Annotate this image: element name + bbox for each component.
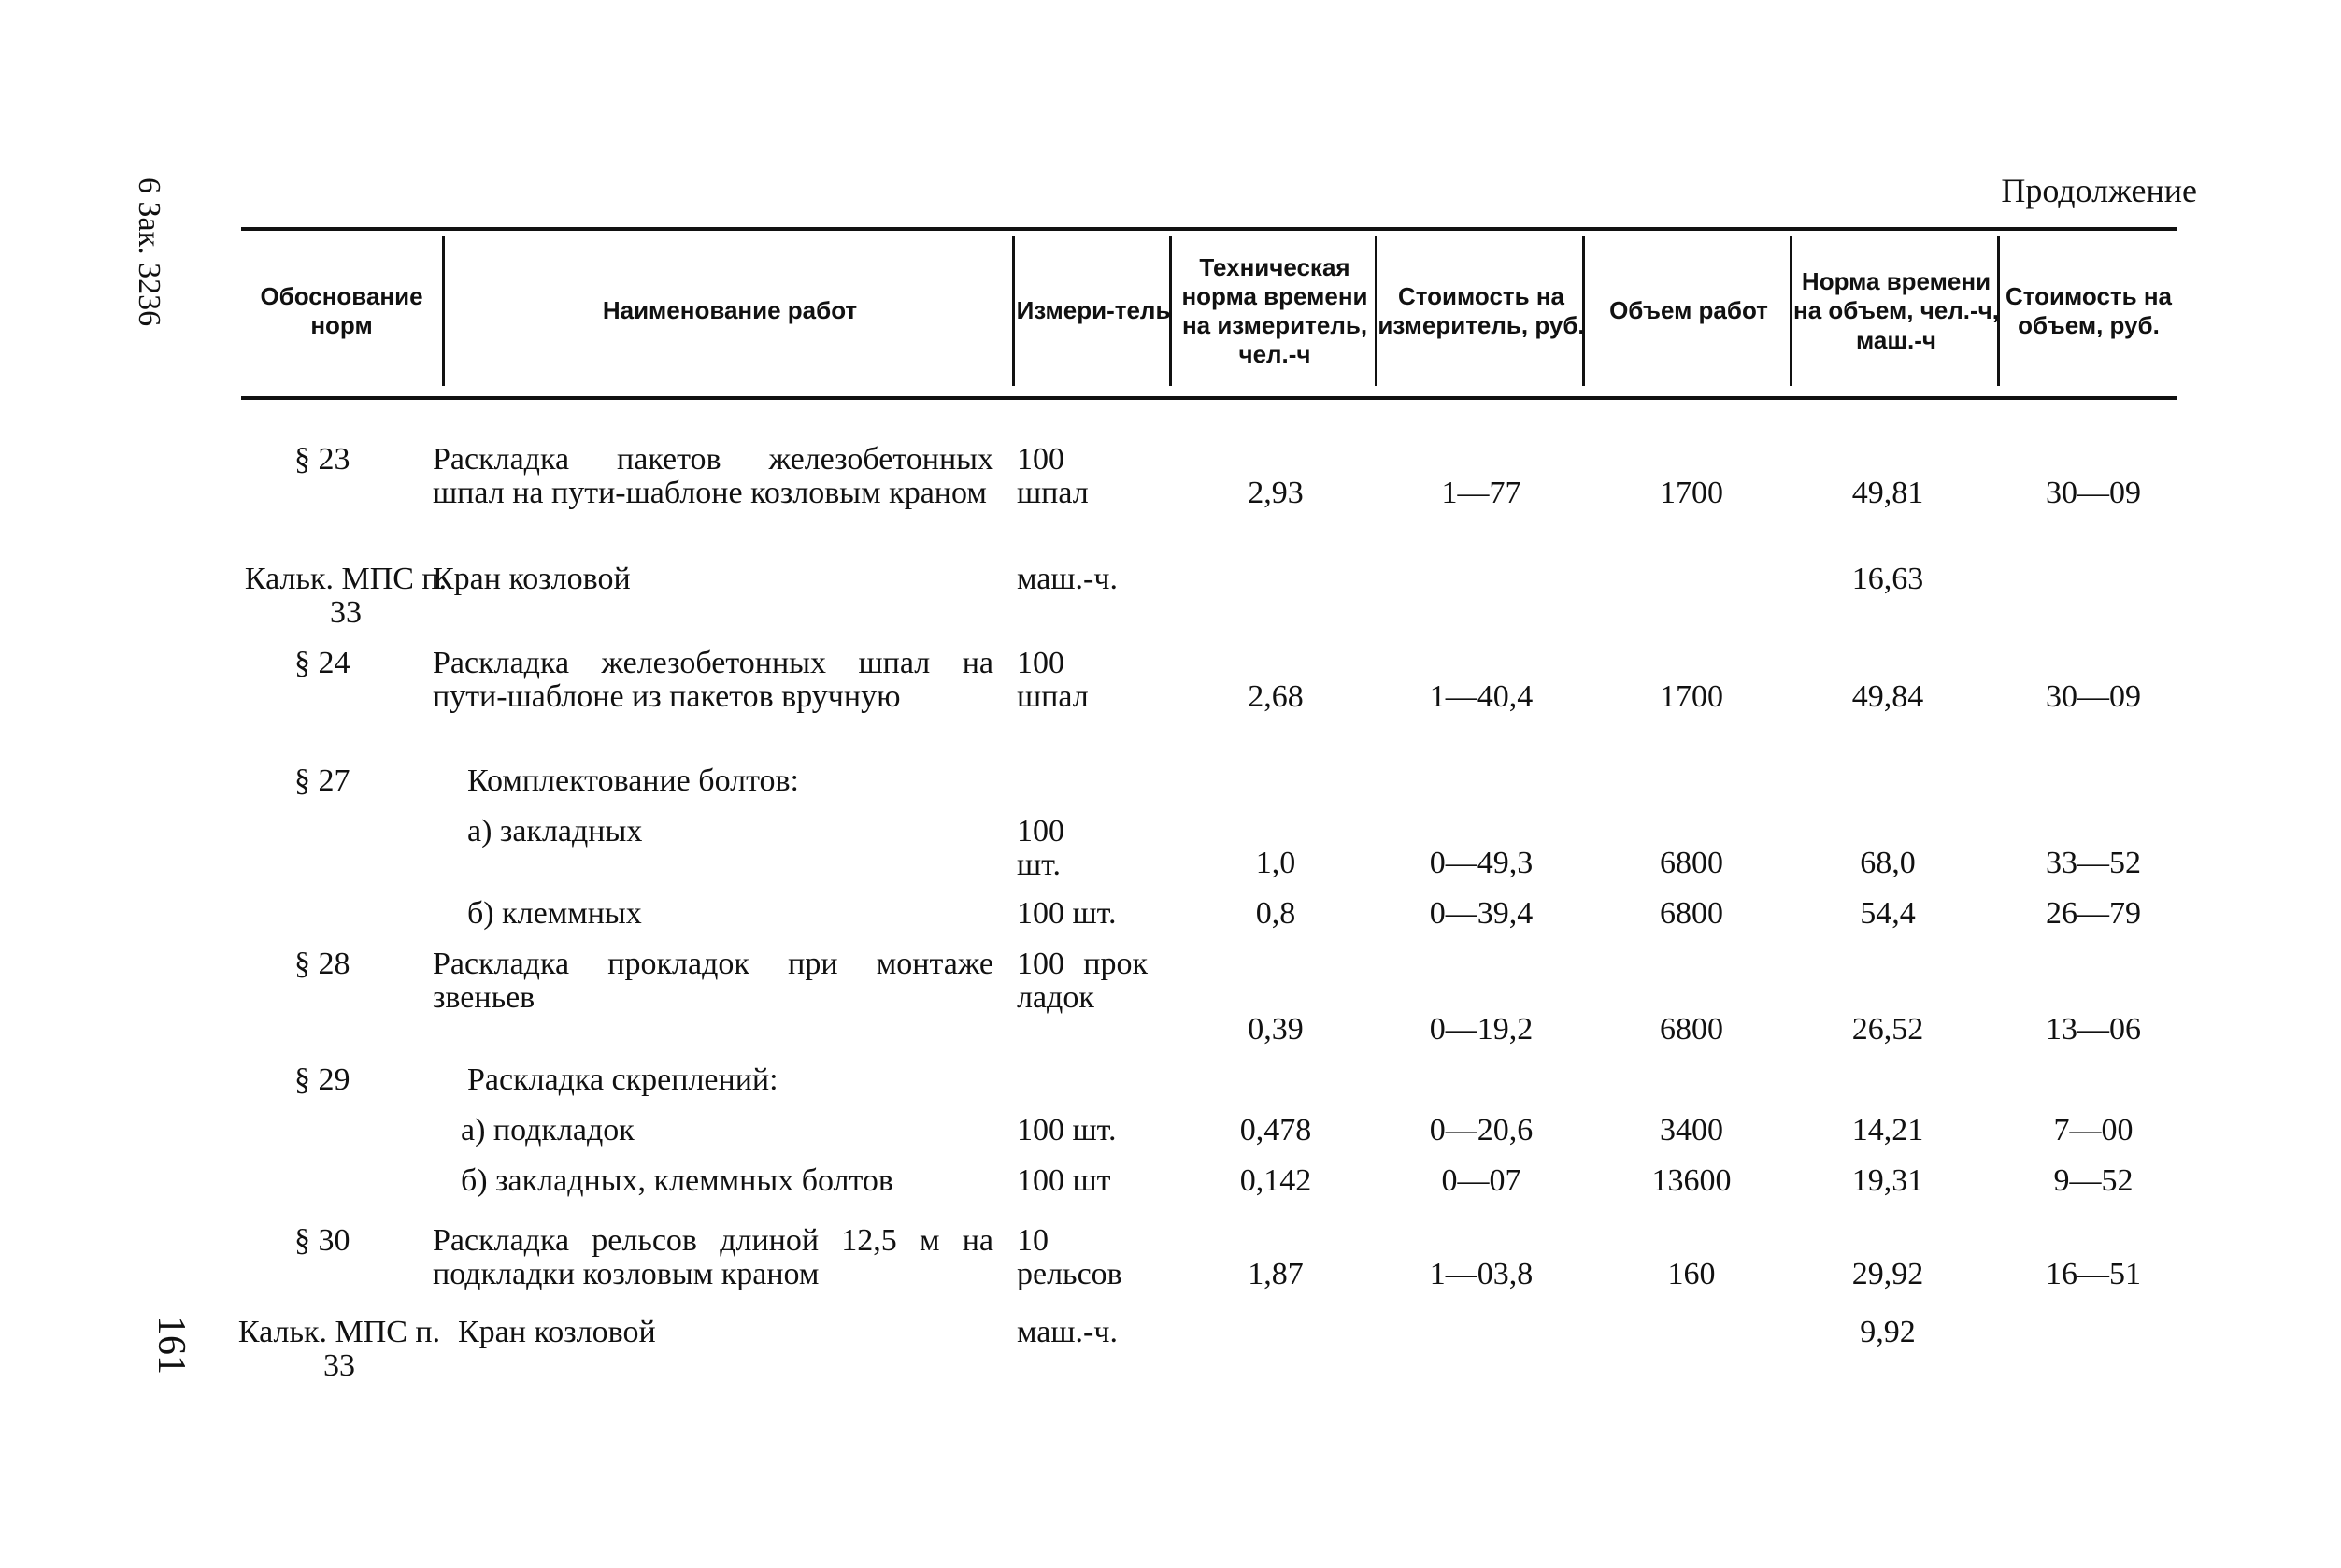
row-volume: 1700 [1660, 476, 1723, 510]
row-cost-per-meter: 0—20,6 [1429, 1113, 1534, 1147]
row-tech-norm: 2,68 [1248, 679, 1304, 714]
row-meter: 100 шт. [1017, 814, 1064, 882]
row-meter: 100 шпал [1017, 646, 1089, 714]
row-cost: 7—00 [2053, 1113, 2134, 1147]
row-cost: 30—09 [2046, 679, 2141, 714]
row-work-name: Раскладка прокладок при монтаже звеньев [433, 947, 993, 1015]
row-basis: § 28 [294, 947, 350, 981]
header-cost-volume: Стоимость на объем, руб. [1997, 236, 2177, 386]
row-tech-norm: 0,39 [1248, 1012, 1304, 1047]
row-volume: 6800 [1660, 896, 1723, 931]
row-volume: 13600 [1651, 1163, 1732, 1198]
row-time-norm: 26,52 [1851, 1012, 1924, 1047]
row-cost-per-meter: 0—07 [1441, 1163, 1521, 1198]
row-basis: § 30 [294, 1223, 350, 1258]
row-work-name: Раскладка рельсов длиной 12,5 м на подкладки козловым краном [433, 1223, 993, 1291]
row-cost: 13—06 [2046, 1012, 2141, 1047]
page-number: 161 [150, 1316, 193, 1375]
row-meter: 100 прокладок [1017, 947, 1148, 1015]
row-time-norm: 68,0 [1860, 846, 1916, 880]
row-volume: 6800 [1660, 1012, 1723, 1047]
row-cost-per-meter: 0—19,2 [1429, 1012, 1534, 1047]
row-basis: § 24 [294, 646, 350, 680]
row-time-norm: 14,21 [1851, 1113, 1924, 1147]
row-work-name: Кран козловой [458, 1315, 656, 1349]
row-basis: § 23 [294, 442, 350, 477]
row-work-name: а) закладных [467, 814, 643, 848]
header-work-name: Наименование работ [442, 236, 1015, 386]
row-cost: 9—52 [2053, 1163, 2134, 1198]
margin-note: 6 Зак. 3236 [132, 178, 166, 327]
row-work-name: б) закладных, клеммных болтов [461, 1163, 893, 1198]
row-volume: 3400 [1660, 1113, 1723, 1147]
row-basis: Кальк. МПС п. 33 [237, 1315, 441, 1383]
row-basis: § 27 [294, 763, 350, 798]
row-cost: 30—09 [2046, 476, 2141, 510]
row-cost-per-meter: 1—40,4 [1429, 679, 1534, 714]
row-volume: 6800 [1660, 846, 1723, 880]
row-time-norm: 16,63 [1851, 562, 1924, 596]
row-cost-per-meter: 1—03,8 [1429, 1257, 1534, 1291]
row-tech-norm: 1,87 [1248, 1257, 1304, 1291]
row-tech-norm: 0,142 [1239, 1163, 1312, 1198]
row-volume: 1700 [1660, 679, 1723, 714]
header-basis: Обоснование норм [260, 281, 423, 339]
row-volume: 160 [1667, 1257, 1716, 1291]
row-meter: 100 шт. [1017, 1113, 1117, 1147]
row-time-norm: 9,92 [1860, 1315, 1916, 1349]
header-tech-norm: Техническая норма времени на измеритель, чел.-ч [1169, 236, 1377, 386]
row-cost-per-meter: 1—77 [1441, 476, 1521, 510]
row-cost-per-meter: 0—39,4 [1429, 896, 1534, 931]
row-cost: 26—79 [2046, 896, 2141, 931]
row-time-norm: 49,84 [1851, 679, 1924, 714]
header-meter: Измери-тель [1012, 236, 1172, 386]
row-work-name: б) клеммных [467, 896, 642, 931]
continued-label: Продолжение [2001, 172, 2197, 209]
row-work-name: а) подкладок [461, 1113, 635, 1147]
row-time-norm: 49,81 [1851, 476, 1924, 510]
row-meter: 100 шт. [1017, 896, 1117, 931]
row-tech-norm: 2,93 [1248, 476, 1304, 510]
row-meter: 100 шпал [1017, 442, 1089, 510]
row-meter: 10 рельсов [1017, 1223, 1122, 1291]
header-volume: Объем работ [1582, 236, 1792, 386]
row-tech-norm: 0,8 [1255, 896, 1296, 931]
row-time-norm: 29,92 [1851, 1257, 1924, 1291]
row-tech-norm: 1,0 [1255, 846, 1296, 880]
row-work-name: Раскладка пакетов железобетонных шпал на пути-шаблоне козловым краном [433, 442, 993, 510]
row-cost: 16—51 [2046, 1257, 2141, 1291]
row-basis: Кальк. МПС п. 33 [244, 562, 448, 630]
row-meter: маш.-ч. [1017, 1315, 1118, 1349]
row-cost: 33—52 [2046, 846, 2141, 880]
row-time-norm: 19,31 [1851, 1163, 1924, 1198]
row-basis: § 29 [294, 1062, 350, 1097]
header-cost-per-meter: Стоимость на измеритель, руб. [1375, 236, 1585, 386]
row-work-name: Комплектование болтов: [467, 763, 799, 798]
row-work-name: Кран козловой [433, 562, 631, 596]
row-work-name: Раскладка скреплений: [467, 1062, 778, 1097]
row-cost-per-meter: 0—49,3 [1429, 846, 1534, 880]
row-meter: маш.-ч. [1017, 562, 1118, 596]
row-tech-norm: 0,478 [1239, 1113, 1312, 1147]
header-time-norm-volume: Норма времени на объем, чел.-ч, маш.-ч [1790, 236, 2000, 386]
row-meter: 100 шт [1017, 1163, 1111, 1198]
row-work-name: Раскладка железобетонных шпал на пути-шаблоне из пакетов вручную [433, 646, 993, 714]
table-header [241, 227, 2177, 400]
row-time-norm: 54,4 [1860, 896, 1916, 931]
